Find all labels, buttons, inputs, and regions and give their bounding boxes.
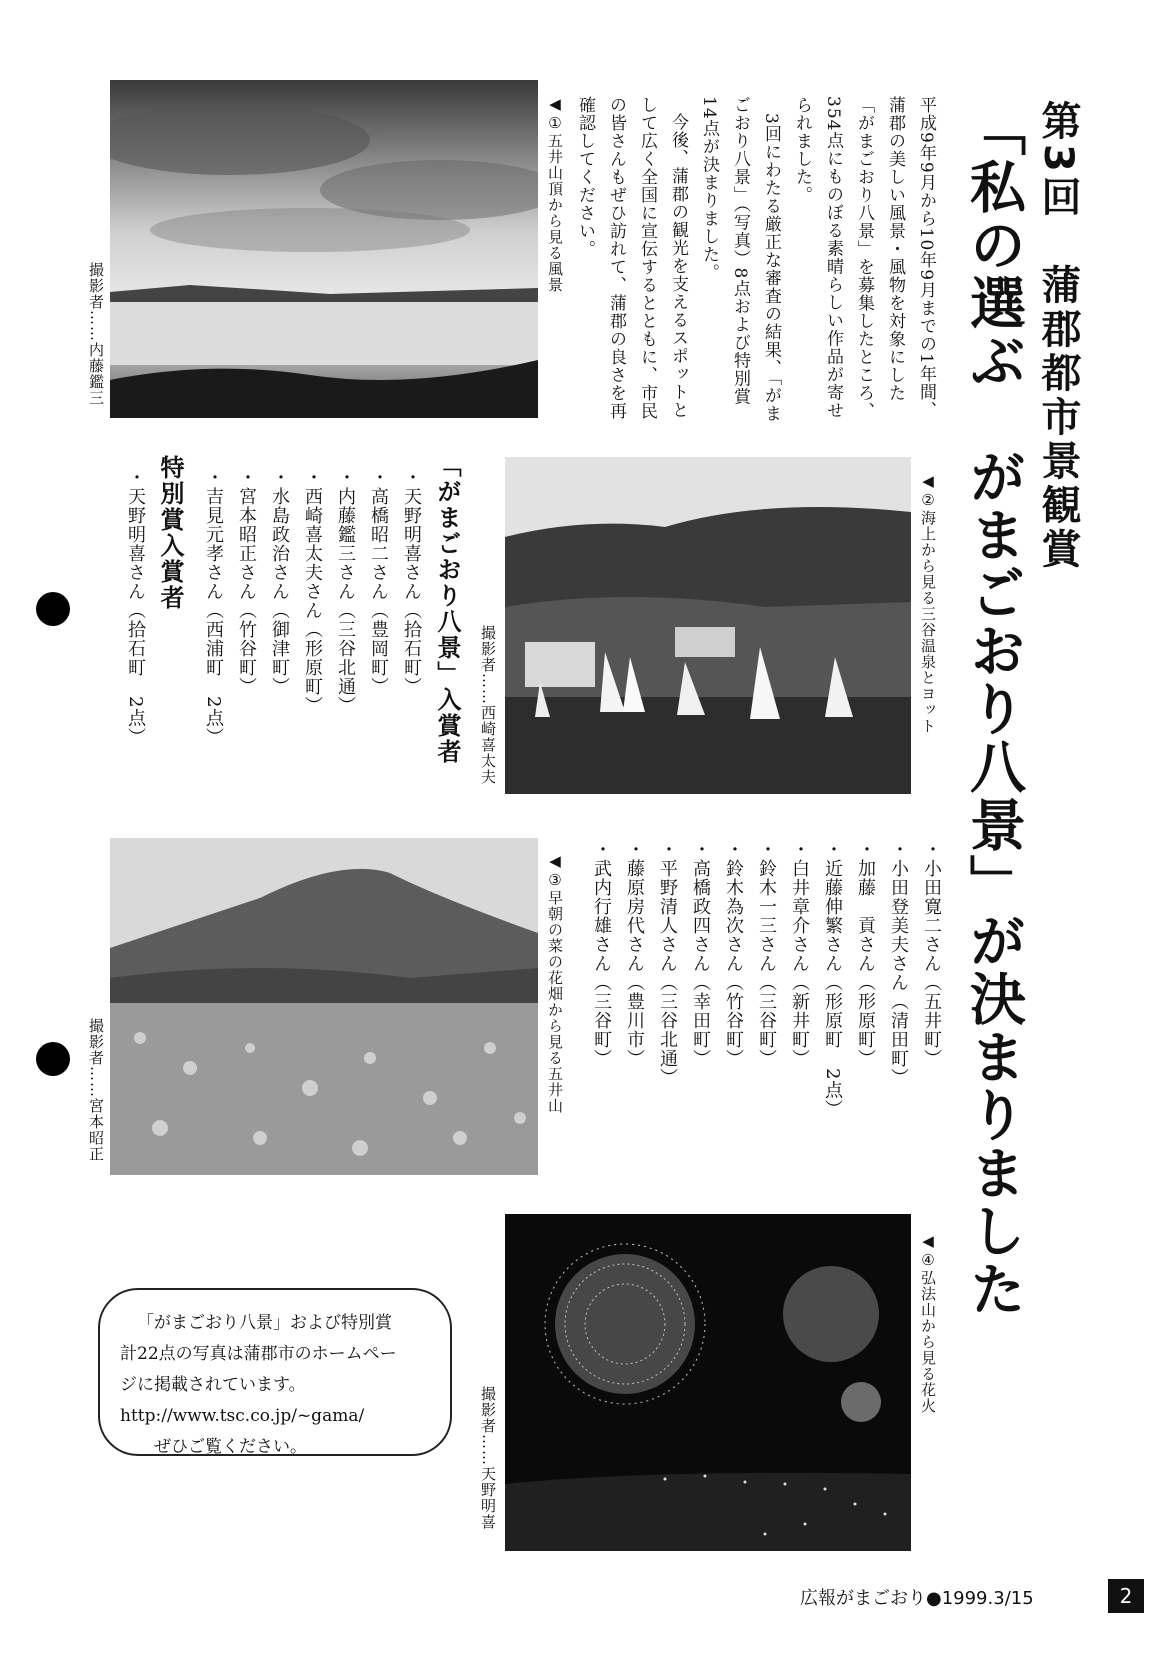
list-item: ・水島政治さん（御津町） <box>269 468 290 696</box>
intro-text <box>575 96 941 426</box>
headline-line1 <box>1030 100 1087 580</box>
list-item: ・高橋昭二さん（豊岡町） <box>368 468 389 696</box>
notice-url[interactable]: http://www.tsc.co.jp/~gama/ <box>120 1406 365 1426</box>
photo-4-caption <box>918 1232 939 1462</box>
special-heading-text: 特別賞入賞者 <box>156 455 184 611</box>
hakkei-winner-list <box>198 468 428 768</box>
photo-goi-summit-landscape <box>110 80 538 418</box>
hakkei-heading <box>430 453 465 783</box>
photo-3-photographer-text: 撮影者……宮本昭正 <box>87 1018 105 1162</box>
hakkei-heading-text: 「がまごおり八景」入賞者 <box>433 453 461 765</box>
photo-4-photographer-text: 撮影者……天野明喜 <box>479 1386 497 1530</box>
photo-2-photographer <box>478 625 499 795</box>
notice-line-1: 「がまごおり八景」および特別賞 <box>137 1313 392 1333</box>
publication-footer: 広報がまごおり●1999.3/15 <box>800 1588 1034 1609</box>
list-item: ・近藤伸繁さん（形原町 2点） <box>822 840 843 1119</box>
binder-hole-bottom <box>36 1042 70 1076</box>
list-item: ・平野清人さん（三谷北通） <box>657 840 678 1087</box>
headline-line2-text: 「私の選ぶ がまごおり八景」が決まりました <box>961 100 1026 1318</box>
photo-3-photographer <box>86 1018 107 1178</box>
notice-line-2: 計22点の写真は蒲郡市のホームペー <box>120 1344 397 1364</box>
intro-paragraph-2: 3回にわたる厳正な審査の結果、「がまごおり八景」（写真）8点および特別賞14点が決まりました。 <box>699 96 781 423</box>
list-item: ・鈴木為次さん（竹谷町） <box>723 840 744 1068</box>
photo-2-caption <box>918 472 939 772</box>
list-item: ・武内行雄さん（三谷町） <box>591 840 612 1068</box>
page-number: 2 <box>1108 1579 1144 1613</box>
photo-4-photographer <box>478 1386 499 1556</box>
notice-line-3: ジに掲載されています。 <box>120 1375 306 1395</box>
photo-3-caption-text: ◀③早朝の菜の花畑から見る五井山 <box>546 852 564 1114</box>
photo-1-photographer-text: 撮影者……内藤鑑三 <box>87 262 105 406</box>
photo-1-caption <box>545 95 566 395</box>
list-item: ・西崎喜太夫さん（形原町） <box>302 468 323 715</box>
photo-1-caption-text: ◀①五井山頂から見る風景 <box>546 95 564 293</box>
photo-rapeseed-field-goi <box>110 838 538 1175</box>
list-item: ・白井章介さん（新井町） <box>789 840 810 1068</box>
headline-line2 <box>958 100 1028 1360</box>
list-item: ・天野明喜さん（拾石町） <box>401 468 422 696</box>
intro-paragraph-1: 平成9年9月から10年9月までの1年間、蒲郡の美しい風景・風物を対象にした「がまごおり八景」を募集したところ、354点にものぼる素晴らしい作品が寄せられました。 <box>792 96 936 420</box>
list-item: ・藤原房代さん（豊川市） <box>624 840 645 1068</box>
special-winner-list <box>591 840 948 1170</box>
photo-3-caption <box>545 852 566 1152</box>
photo-2-caption-text: ◀②海上から見る三谷温泉とヨット <box>919 472 937 734</box>
photo-4-caption-text: ◀④弘法山から見る花火 <box>919 1232 937 1414</box>
headline-line1-text: 第3回 蒲郡都市景観賞 <box>1035 100 1081 572</box>
list-item: ・高橋政四さん（幸田町） <box>690 840 711 1068</box>
photo-koboyama-fireworks <box>505 1214 911 1551</box>
list-item: ・小田寛二さん（五井町） <box>921 840 942 1068</box>
list-item: ・鈴木一三さん（三谷町） <box>756 840 777 1068</box>
list-item: ・内藤鑑三さん（三谷北通） <box>335 468 356 715</box>
list-item: ・小田登美夫さん（清田町） <box>888 840 909 1087</box>
photo-miya-onsen-yachts <box>505 457 911 794</box>
special-winner-list-top <box>118 468 152 768</box>
photo-2-photographer-text: 撮影者……西崎喜太夫 <box>479 625 497 785</box>
homepage-notice <box>98 1288 452 1456</box>
photo-1-photographer <box>86 262 107 422</box>
special-heading <box>153 455 188 655</box>
list-item: ・宮本昭正さん（竹谷町） <box>236 468 257 696</box>
list-item: ・吉見元孝さん（西浦町 2点） <box>203 468 224 747</box>
binder-hole-top <box>36 592 70 626</box>
intro-paragraph-3: 今後、蒲郡の観光を支えるスポットとして広く全国に宣伝するとともに、市民の皆さんもぜひ訪れて、蒲郡の良さを再確認してください。 <box>575 96 688 420</box>
list-item: ・加藤 貢さん（形原町） <box>855 840 876 1068</box>
list-item: ・天野明喜さん（拾石町 2点） <box>125 468 146 747</box>
notice-line-5: ぜひご覧ください。 <box>154 1437 307 1457</box>
